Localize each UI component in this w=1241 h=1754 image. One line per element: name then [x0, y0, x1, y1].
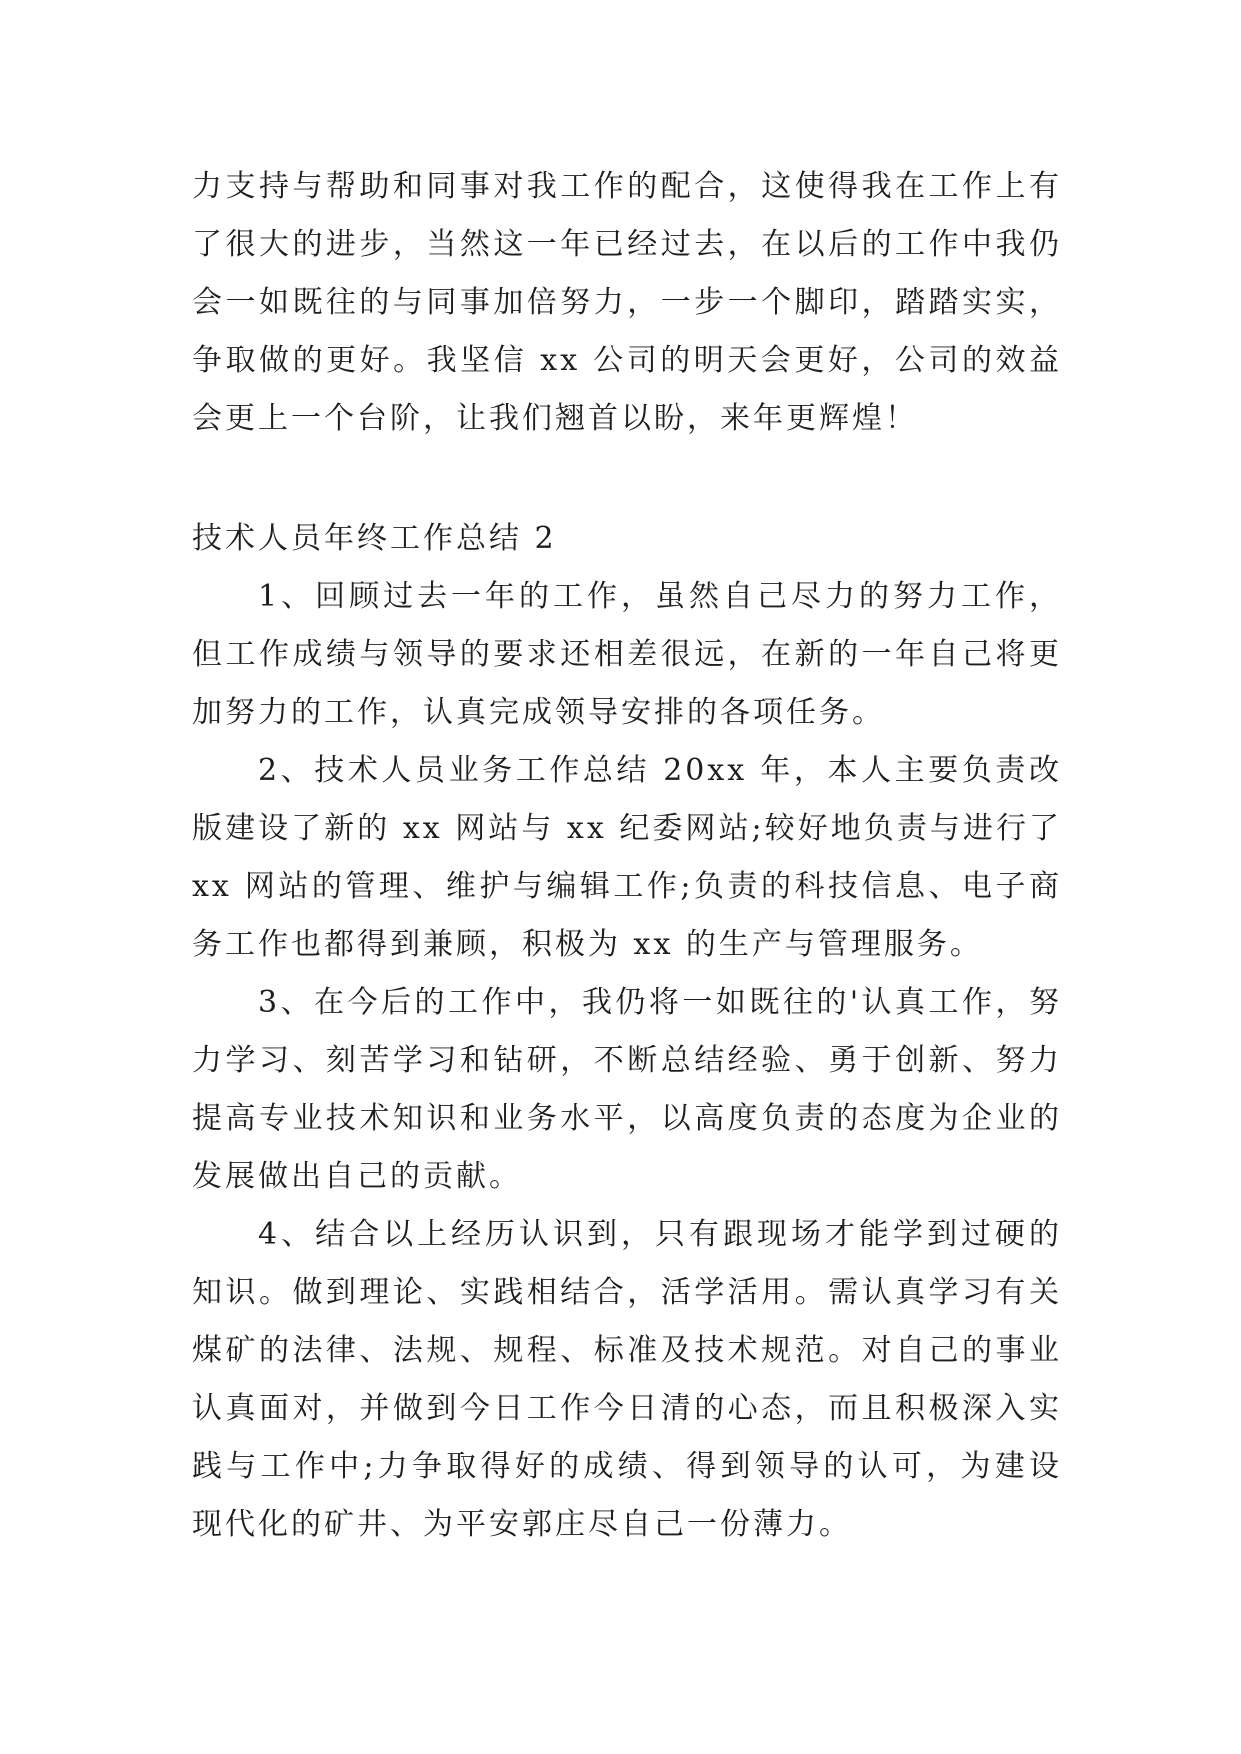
list-item: 4、结合以上经历认识到，只有跟现场才能学到过硬的知识。做到理论、实践相结合，活学活用。需认真学习有关煤矿的法律、法规、规程、标准及技术规范。对自己的事业认真面对，并做到今日工作今日清的心态，而且积极深入实践与工作中;力争取得好的成绩、得到领导的认可，为建设现代化的矿井、为平安郭庄尽自己一份薄力。 [192, 1217, 1062, 1542]
list-item: 3、在今后的工作中，我仍将一如既往的'认真工作，努力学习、刻苦学习和钻研，不断总结经验、勇于创新、努力提高专业技术知识和业务水平，以高度负责的态度为企业的发展做出自己的贡献。 [192, 985, 1062, 1194]
list-item: 2、技术人员业务工作总结 20xx 年，本人主要负责改版建设了新的 xx 网站与 xx 纪委网站;较好地负责与进行了 xx 网站的管理、维护与编辑工作;负责的科技信息、电子商务工作也都得到兼顾，积极为 xx 的生产与管理服务。 [192, 753, 1062, 962]
intro-paragraph: 力支持与帮助和同事对我工作的配合，这使得我在工作上有了很大的进步，当然这一年已经过去，在以后的工作中我仍会一如既往的与同事加倍努力，一步一个脚印，踏踏实实，争取做的更好。我坚信 xx 公司的明天会更好，公司的效益会更上一个台阶，让我们翘首以盼，来年更辉煌！ [192, 169, 1062, 436]
list-item: 1、回顾过去一年的工作，虽然自己尽力的努力工作，但工作成绩与领导的要求还相差很远，在新的一年自己将更加努力的工作，认真完成领导安排的各项任务。 [192, 579, 1062, 730]
document-body [192, 158, 1062, 1554]
section-title: 技术人员年终工作总结 2 [192, 521, 557, 556]
